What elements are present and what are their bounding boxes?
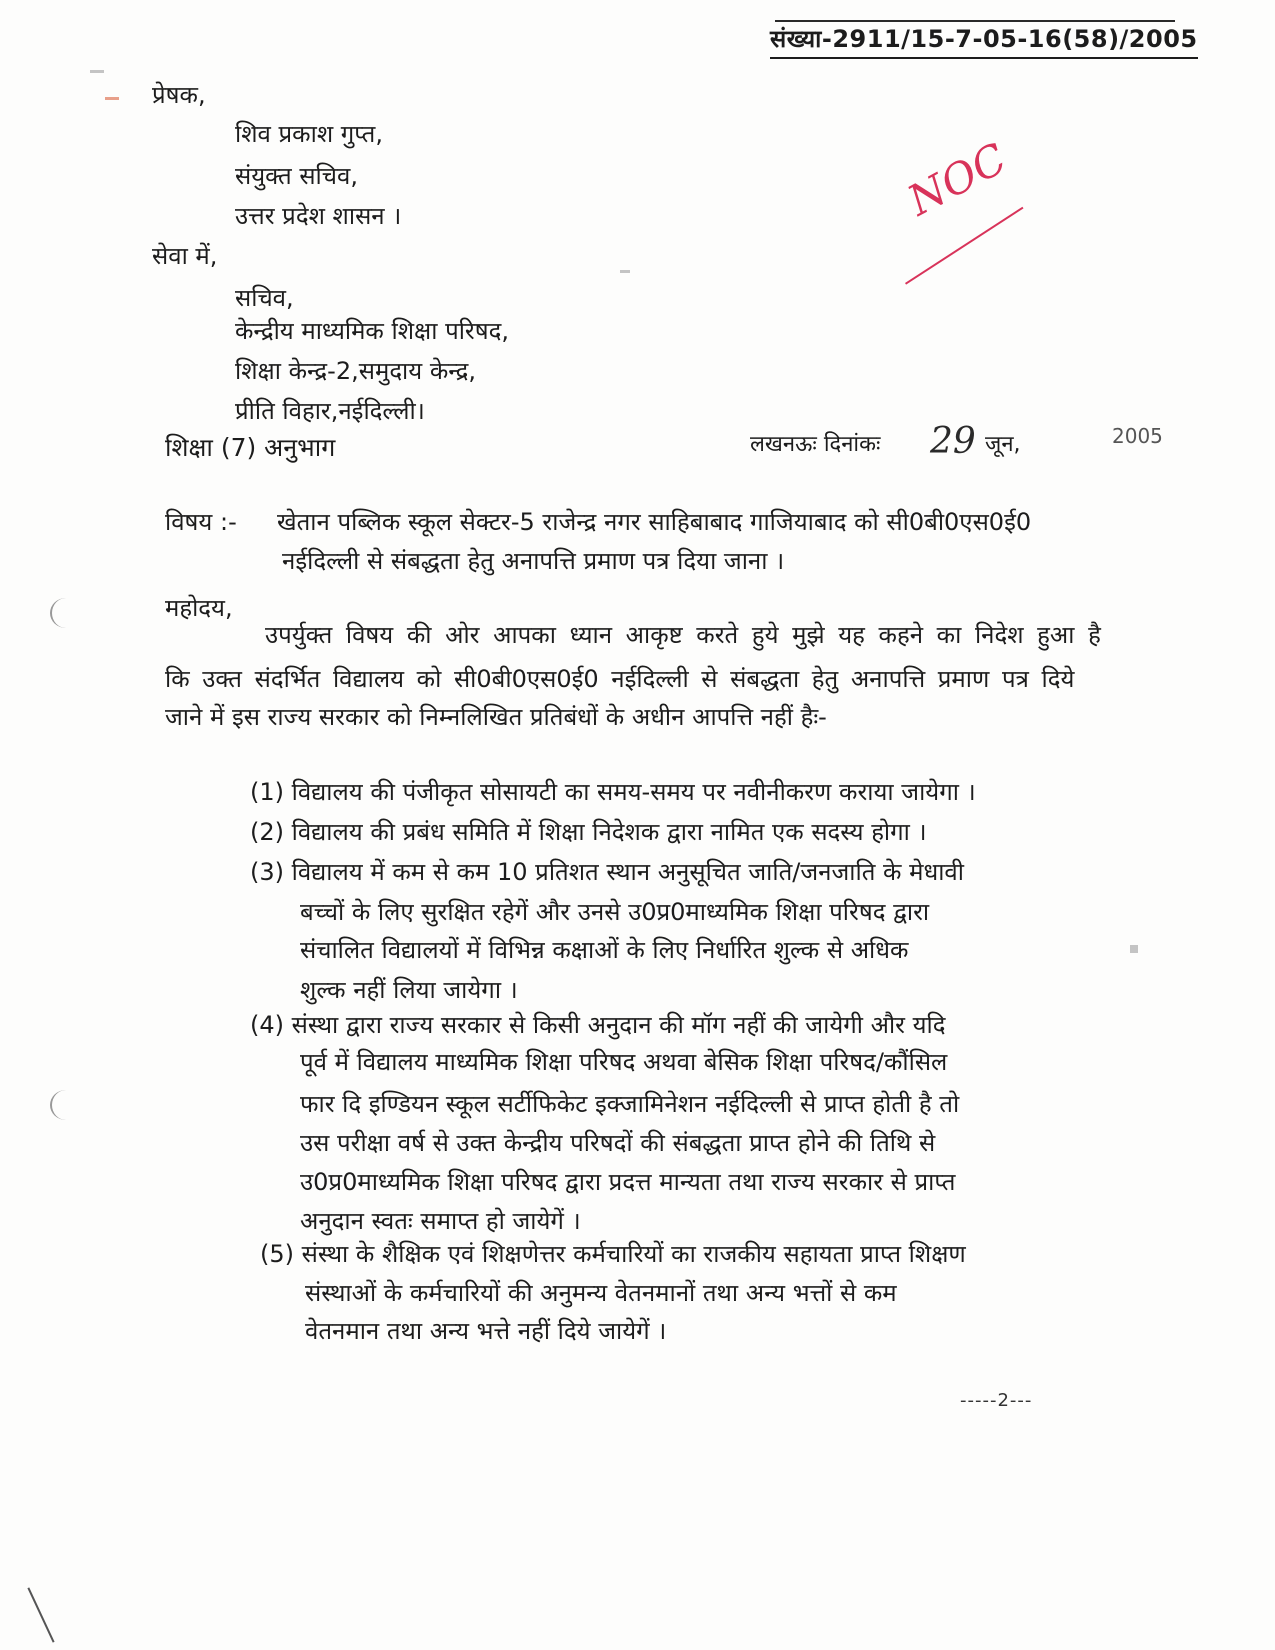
sender-office: उत्तर प्रदेश शासन । xyxy=(235,202,402,230)
scan-speck xyxy=(620,270,630,273)
condition-3-line-3: संचालित विद्यालयों में विभिन्न कक्षाओं के लिए निर्धारित शुल्क से अधिक xyxy=(300,936,909,964)
reference-number: संख्या-2911/15-7-05-16(58)/2005 xyxy=(770,22,1198,59)
condition-3-line-1: (3) विद्यालय में कम से कम 10 प्रतिशत स्थान अनुसूचित जाति/जनजाति के मेधावी xyxy=(250,858,964,886)
condition-4-line-5: उ0प्र0माध्यमिक शिक्षा परिषद द्वारा प्रदत्त मान्यता तथा राज्य सरकार से प्राप्त xyxy=(300,1168,956,1196)
date-year: 2005 xyxy=(1112,424,1163,448)
condition-2: (2) विद्यालय की प्रबंध समिति में शिक्षा निदेशक द्वारा नामित एक सदस्य होगा । xyxy=(250,818,927,846)
subject-label: विषय :- xyxy=(165,508,237,536)
recipient-organization: केन्द्रीय माध्यमिक शिक्षा परिषद, xyxy=(235,317,509,345)
recipient-address-1: शिक्षा केन्द्र-2,समुदाय केन्द्र, xyxy=(235,357,477,385)
sender-label: प्रेषक, xyxy=(152,81,206,109)
binder-hole xyxy=(50,598,82,628)
condition-4-line-2: पूर्व में विद्यालय माध्यमिक शिक्षा परिषद अथवा बेसिक शिक्षा परिषद/कौंसिल xyxy=(300,1048,948,1076)
condition-5-line-2: संस्थाओं के कर्मचारियों की अनुमन्य वेतनमानों तथा अन्य भत्तों से कम xyxy=(305,1279,897,1307)
condition-4-line-3: फार दि इण्डियन स्कूल सर्टीफिकेट इक्जामिनेशन नईदिल्ली से प्राप्त होती है तो xyxy=(300,1090,960,1118)
scan-speck xyxy=(105,97,119,100)
place-date-prefix: लखनऊः दिनांकः xyxy=(750,432,881,457)
body-line-3: जाने में इस राज्य सरकार को निम्नलिखित प्रतिबंधों के अधीन आपत्ति नहीं हैः- xyxy=(165,703,827,731)
page-continuation-marker: -----2--- xyxy=(960,1390,1033,1411)
scan-speck xyxy=(90,70,104,73)
sender-name: शिव प्रकाश गुप्त, xyxy=(235,120,383,148)
recipient-address-2: प्रीति विहार,नईदिल्ली। xyxy=(235,397,425,425)
scan-speck xyxy=(1130,945,1138,953)
body-line-1: उपर्युक्त विषय की ओर आपका ध्यान आकृष्ट करते हुये मुझे यह कहने का निदेश हुआ है xyxy=(265,621,1101,649)
date-month: जून, xyxy=(985,432,1021,457)
condition-3-line-4: शुल्क नहीं लिया जायेगा । xyxy=(300,976,518,1004)
section-label: शिक्षा (7) अनुभाग xyxy=(165,433,336,462)
binder-hole xyxy=(50,1090,82,1120)
condition-4-line-4: उस परीक्षा वर्ष से उक्त केन्द्रीय परिषदों की संबद्धता प्राप्त होने की तिथि से xyxy=(300,1129,936,1157)
condition-5-line-3: वेतनमान तथा अन्य भत्ते नहीं दिये जायेगें । xyxy=(305,1317,667,1345)
condition-5-line-1: (5) संस्था के शैक्षिक एवं शिक्षणेत्तर कर्मचारियों का राजकीय सहायता प्राप्त शिक्षण xyxy=(260,1240,966,1268)
condition-3-line-2: बच्चों के लिए सुरक्षित रहेगें और उनसे उ0प्र0माध्यमिक शिक्षा परिषद द्वारा xyxy=(300,898,930,926)
sender-designation: संयुक्त सचिव, xyxy=(235,162,358,190)
subject-line-1: खेतान पब्लिक स्कूल सेक्टर-5 राजेन्द्र नगर साहिबाबाद गाजियाबाद को सी0बी0एस0ई0 xyxy=(277,508,1032,536)
condition-4-line-1: (4) संस्था द्वारा राज्य सरकार से किसी अनुदान की मॉग नहीं की जायेगी और यदि xyxy=(250,1011,946,1039)
noc-annotation: NOC xyxy=(900,133,1015,226)
scan-edge-mark xyxy=(27,1587,54,1642)
condition-4-line-6: अनुदान स्वतः समाप्त हो जायेगें । xyxy=(300,1207,581,1235)
date-day: 29 xyxy=(930,421,976,462)
subject-line-2: नईदिल्ली से संबद्धता हेतु अनापत्ति प्रमाण पत्र दिया जाना । xyxy=(282,547,785,575)
body-line-2: कि उक्त संदर्भित विद्यालय को सी0बी0एस0ई0 नईदिल्ली से संबद्धता हेतु अनापत्ति प्रमाण पत्र दिये xyxy=(165,665,1075,693)
recipient-label: सेवा में, xyxy=(152,242,218,270)
salutation: महोदय, xyxy=(165,594,233,622)
recipient-designation: सचिव, xyxy=(235,284,294,312)
condition-1: (1) विद्यालय की पंजीकृत सोसायटी का समय-समय पर नवीनीकरण कराया जायेगा । xyxy=(250,778,976,806)
